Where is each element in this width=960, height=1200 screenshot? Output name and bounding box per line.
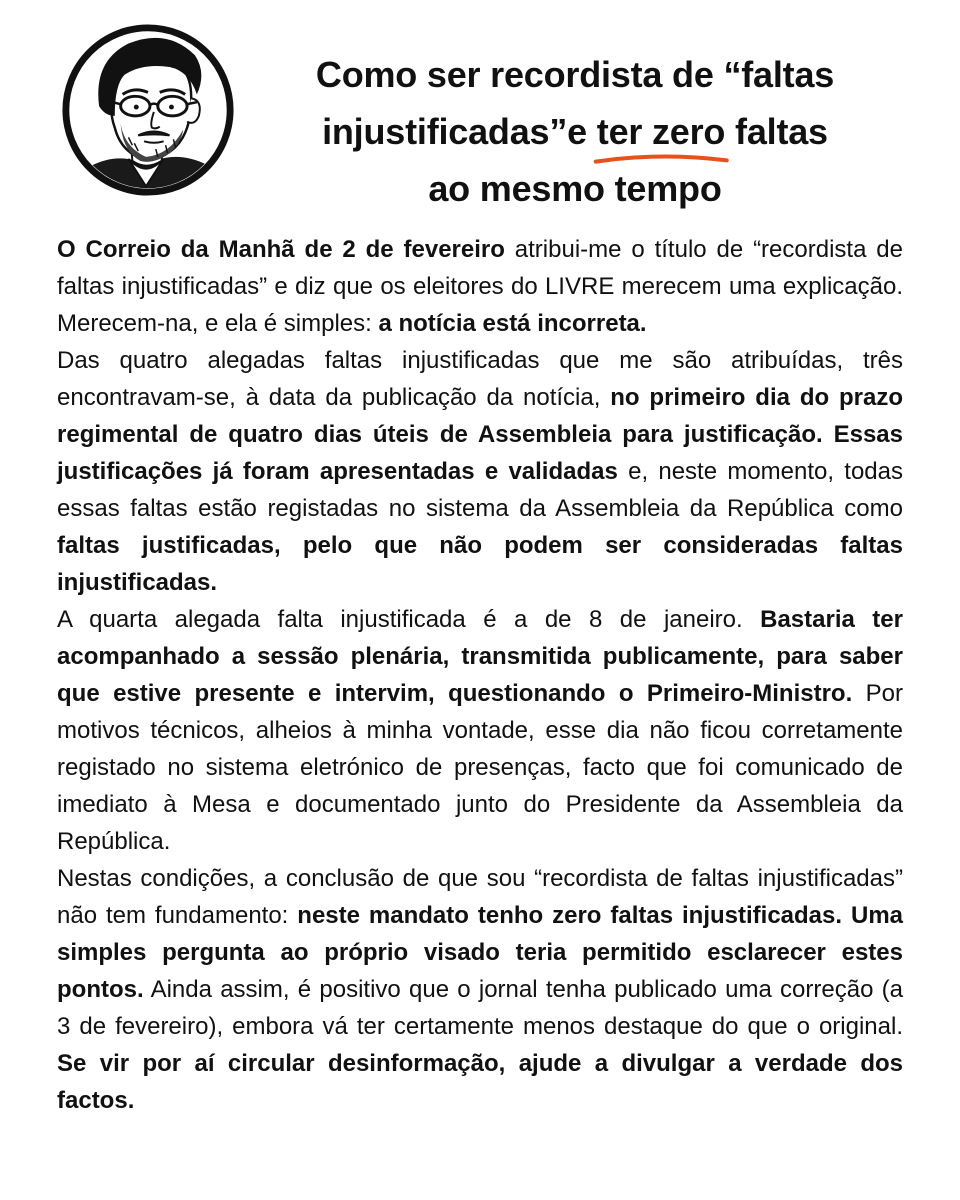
- highlight-underline: [593, 152, 729, 164]
- title-line-2-start: injustificadas”e: [322, 111, 597, 152]
- paragraph-text: a notícia está incorreta.: [378, 310, 647, 337]
- title-line-2: [255, 103, 895, 160]
- title-line-2-end: faltas: [725, 111, 828, 152]
- paragraph-text: atribui-me o título de “recordista de faltas injustificadas” e diz que os eleitores do LIVRE merecem uma explicação. Merecem-na, e ela é simples:: [57, 236, 904, 337]
- paragraph-text: Bastaria ter acompanhado a sessão plenária, transmitida publicamente, para saber que estive presente e intervim, questionando o Primeiro-Ministro.: [57, 606, 903, 707]
- paragraph-text: O Correio da Manhã de 2 de fevereiro: [57, 236, 505, 263]
- post-title: [255, 46, 895, 217]
- paragraph-text: Se vir por aí circular desinformação, ajude a divulgar a verdade dos factos.: [57, 1050, 903, 1114]
- paragraph-1: [57, 231, 903, 342]
- title-highlight-text: ter zero: [596, 111, 726, 152]
- paragraph-text: neste mandato tenho zero faltas injustificadas. Uma simples pergunta ao próprio visado teria permitido esclarecer estes pontos.: [57, 902, 904, 1003]
- paragraph-text: Das quatro alegadas faltas injustificadas que me são atribuídas, três encontravam-se, à data da publicação da notícia,: [57, 347, 903, 411]
- paragraph-text: Nestas condições, a conclusão de que sou “recordista de faltas injustificadas” não tem fundamento:: [57, 865, 903, 929]
- title-highlight: [597, 103, 725, 160]
- article-body: [57, 231, 903, 1119]
- paragraph-text: faltas justificadas, pelo que não podem ser consideradas faltas injustificadas.: [57, 532, 903, 596]
- paragraph-text: no primeiro dia do prazo regimental de quatro dias úteis de Assembleia para justificação. Essas justificações já foram apresentadas e validadas: [57, 384, 904, 485]
- paragraph-text: e, neste momento, todas essas faltas estão registadas no sistema da Assembleia da República como: [57, 458, 903, 522]
- title-line-3: ao mesmo tempo: [428, 168, 722, 209]
- paragraph-4: [57, 860, 903, 1119]
- paragraph-2: [57, 342, 903, 601]
- paragraph-text: Por motivos técnicos, alheios à minha vontade, esse dia não ficou corretamente registado no sistema eletrónico de presenças, facto que foi comunicado de imediato à Mesa e documentado junto do Presidente da Assembleia da República.: [57, 680, 903, 855]
- title-line-1: Como ser recordista de “faltas: [315, 54, 835, 95]
- paragraph-text: A quarta alegada falta injustificada é a de 8 de janeiro.: [57, 606, 761, 633]
- paragraph-text: Ainda assim, é positivo que o jornal tenha publicado uma correção (a 3 de fevereiro), embora vá ter certamente menos destaque do que o original.: [57, 976, 903, 1040]
- author-portrait-icon: [60, 22, 236, 198]
- paragraph-3: [57, 601, 903, 860]
